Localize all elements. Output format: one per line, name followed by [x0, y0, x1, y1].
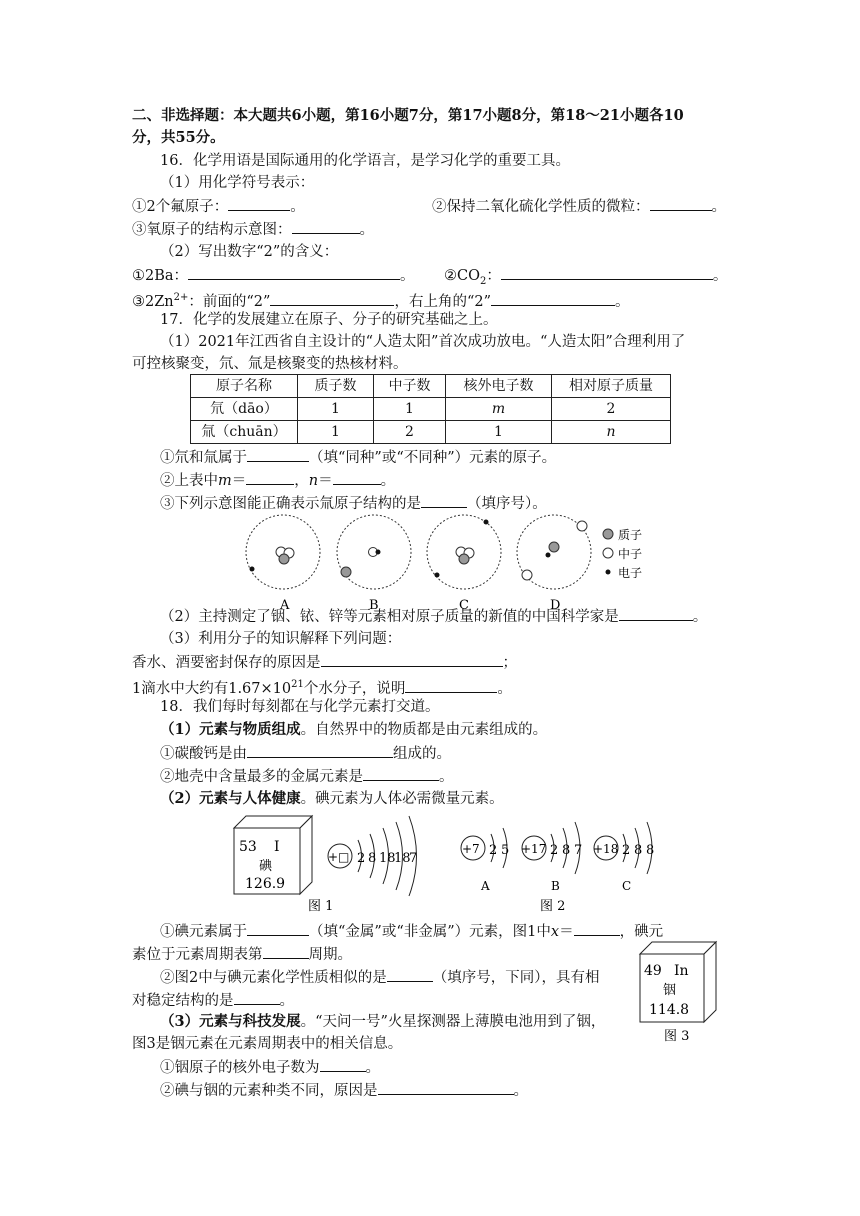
- svg-text:126.9: 126.9: [245, 876, 286, 892]
- q17-d1: 香水、酒要密封保存的原因是 ；: [132, 651, 517, 674]
- svg-text:电子: 电子: [618, 566, 643, 580]
- figure-3-caption: 图 3: [664, 1029, 690, 1044]
- q18-part2: （2）元素与人体健康。碘元素为人体必需微量元素。: [160, 790, 504, 807]
- table-header: 核外电子数: [446, 375, 552, 398]
- q17-part1b: 可控核聚变，氘、氚是核聚变的热核材料。: [132, 356, 408, 372]
- q18-f1: ①碘元素属于 （填“金属”或“非金属”）元素，图1中x＝ ，碘元: [160, 920, 663, 943]
- answer-blank[interactable]: [234, 989, 280, 1005]
- proton-icon: [603, 529, 613, 539]
- answer-blank[interactable]: [421, 492, 467, 508]
- answer-blank[interactable]: [292, 218, 360, 234]
- answer-blank[interactable]: [321, 651, 503, 667]
- figure-2-caption: 图 2: [540, 899, 566, 914]
- answer-blank[interactable]: [270, 290, 394, 306]
- table-cell: n: [552, 421, 671, 444]
- answer-blank[interactable]: [320, 1056, 366, 1072]
- answer-blank[interactable]: [188, 264, 400, 280]
- answer-blank[interactable]: [501, 264, 713, 280]
- q16-b1: ①2Ba： 。: [132, 264, 415, 287]
- q16-part2: （2）写出数字“2”的含义：: [160, 244, 339, 260]
- structure-c: [593, 822, 654, 893]
- q18-stem: 18．我们每时每刻都在与化学元素打交道。: [160, 699, 440, 715]
- svg-text:In: In: [674, 963, 689, 979]
- answer-blank[interactable]: [619, 605, 693, 621]
- figures-1-2: [220, 810, 680, 916]
- table-cell: 1: [446, 421, 552, 444]
- svg-text:49: 49: [644, 963, 662, 979]
- structure-a: [461, 828, 509, 893]
- q17-c3: ③下列示意图能正确表示氚原子结构的是 （填序号）。: [160, 492, 547, 515]
- svg-text:7: 7: [409, 851, 418, 866]
- q16-item1: ①2个氟原子： 。: [132, 195, 305, 218]
- svg-text:A: A: [481, 879, 490, 893]
- q18-f2-cont: 对稳定结构的是 。: [132, 989, 294, 1012]
- table-header: 中子数: [374, 375, 446, 398]
- table-row: [191, 398, 671, 421]
- table-cell: 氘（dāo）: [191, 398, 298, 421]
- q16-item3: ③氧原子的结构示意图： 。: [132, 218, 374, 241]
- table-header: 相对原子质量: [552, 375, 671, 398]
- answer-blank[interactable]: [263, 943, 309, 959]
- q18-f1-cont: 素位于元素周期表第 周期。: [132, 943, 352, 966]
- q17-c1: ①氘和氚属于 （填“同种”或“不同种”）元素的原子。: [160, 446, 556, 469]
- svg-text:18: 18: [379, 851, 396, 866]
- q17-d2: 1滴水中大约有$1.67\times 10^{21}$个水分子，说明 。: [132, 674, 512, 700]
- answer-blank[interactable]: [247, 742, 393, 758]
- svg-text:8: 8: [562, 843, 571, 858]
- table-cell: 2: [552, 398, 671, 421]
- svg-text:+18: +18: [593, 842, 619, 856]
- answer-blank[interactable]: [247, 446, 309, 462]
- answer-blank[interactable]: [246, 469, 294, 485]
- q18-g1: ①铟原子的核外电子数为 。: [160, 1056, 380, 1079]
- q16-b2: $②CO_2$： 。: [444, 264, 727, 293]
- svg-text:7: 7: [574, 843, 583, 858]
- q16-part1: （1）用化学符号表示：: [160, 175, 315, 191]
- q17-part2: （2）主持测定了铟、铱、锌等元素相对原子质量的新值的中国科学家是 。: [160, 605, 707, 628]
- answer-blank[interactable]: [405, 677, 497, 693]
- table-header: 质子数: [298, 375, 374, 398]
- answer-blank[interactable]: [333, 469, 381, 485]
- svg-text:53: 53: [239, 839, 257, 855]
- indium-periodic-cell: [640, 942, 716, 1022]
- q16-item2: ②保持二氧化硫化学性质的微粒： 。: [432, 195, 726, 218]
- iodine-atom-structure: [328, 816, 417, 896]
- table-row: [191, 421, 671, 444]
- q18-part3-cont: 图3是铟元素在元素周期表中的相关信息。: [132, 1036, 403, 1052]
- table-cell: 1: [374, 398, 446, 421]
- diagram-label: B: [369, 598, 379, 612]
- table-cell: 1: [298, 421, 374, 444]
- svg-text:5: 5: [501, 843, 510, 858]
- figure-1-caption: 图 1: [308, 899, 334, 914]
- svg-text:铟: 铟: [663, 983, 677, 998]
- q18-part1: （1）元素与物质组成。自然界中的物质都是由元素组成的。: [160, 721, 548, 738]
- section-title-cont: 分，共55分。: [132, 129, 225, 146]
- table-cell: m: [446, 398, 552, 421]
- q18-e1: ①碳酸钙是由 组成的。: [160, 742, 451, 765]
- table-cell: 氚（chuān）: [191, 421, 298, 444]
- svg-text:中子: 中子: [618, 547, 643, 561]
- table-header: 原子名称: [191, 375, 298, 398]
- atom-diagram-a: [246, 515, 320, 612]
- isotope-table: [190, 374, 671, 444]
- svg-text:2: 2: [489, 843, 498, 858]
- svg-text:碘: 碘: [259, 859, 273, 874]
- atom-diagram-d: [517, 515, 591, 612]
- svg-text:8: 8: [368, 851, 377, 866]
- q16-stem: 16．化学用语是国际通用的化学语言，是学习化学的重要工具。: [160, 153, 570, 169]
- diagram-label: A: [280, 598, 290, 612]
- figure-3: [638, 940, 722, 1044]
- svg-text:8: 8: [634, 843, 643, 858]
- table-header-row: [191, 375, 671, 398]
- svg-text:18: 18: [394, 851, 411, 866]
- svg-text:+17: +17: [521, 842, 547, 856]
- q18-f2: ②图2中与碘元素化学性质相似的是 （填序号，下同），具有相: [160, 966, 599, 989]
- svg-text:2: 2: [622, 843, 631, 858]
- structure-b: [521, 822, 582, 893]
- answer-blank[interactable]: [363, 765, 439, 781]
- diagram-label: C: [459, 598, 469, 612]
- diagram-label: D: [550, 598, 561, 612]
- neutron-icon: [603, 548, 613, 558]
- iodine-periodic-cell: [234, 816, 312, 894]
- q18-g2: ②碘与铟的元素种类不同，原因是 。: [160, 1079, 528, 1102]
- answer-blank[interactable]: [247, 920, 309, 936]
- svg-text:B: B: [551, 879, 560, 893]
- q17-stem: 17．化学的发展建立在原子、分子的研究基础之上。: [160, 312, 498, 328]
- q17-part1a: （1）2021年江西省自主设计的“人造太阳”首次成功放电。“人造太阳”合理利用了: [160, 334, 686, 350]
- svg-text:I: I: [274, 839, 280, 855]
- answer-blank[interactable]: [378, 1079, 514, 1095]
- svg-text:2: 2: [357, 851, 366, 866]
- svg-text:114.8: 114.8: [649, 1002, 690, 1018]
- q18-part3: （3）元素与科技发展。“天问一号”火星探测器上薄膜电池用到了铟，: [160, 1013, 606, 1030]
- q17-part3: （3）利用分子的知识解释下列问题：: [160, 631, 402, 647]
- svg-text:质子: 质子: [618, 528, 643, 542]
- svg-text:8: 8: [646, 843, 655, 858]
- table-cell: 1: [298, 398, 374, 421]
- table-cell: 2: [374, 421, 446, 444]
- svg-text:+7: +7: [462, 842, 480, 856]
- svg-text:2: 2: [550, 843, 559, 858]
- q16-b3: $③2Zn^{2+}$：前面的“2” ，右上角的“2” 。: [132, 287, 630, 313]
- answer-blank[interactable]: [574, 920, 620, 936]
- svg-text:C: C: [622, 879, 632, 893]
- answer-blank[interactable]: [228, 195, 290, 211]
- q18-e2: ②地壳中含量最多的金属元素是 。: [160, 765, 454, 788]
- answer-blank[interactable]: [491, 290, 615, 306]
- atom-diagram-b: [337, 515, 411, 612]
- svg-text:+□: +□: [328, 850, 350, 864]
- answer-blank[interactable]: [650, 195, 712, 211]
- atom-diagram-c: [427, 515, 501, 612]
- answer-blank[interactable]: [387, 966, 433, 982]
- electron-icon: [606, 570, 611, 575]
- legend: [603, 527, 642, 580]
- section-title: 二、非选择题：本大题共6小题，第16小题7分，第17小题8分，第18～21小题各10: [132, 107, 684, 124]
- atom-diagrams: [230, 512, 670, 612]
- q17-c2: ②上表中m＝ ，n＝ 。: [160, 469, 395, 492]
